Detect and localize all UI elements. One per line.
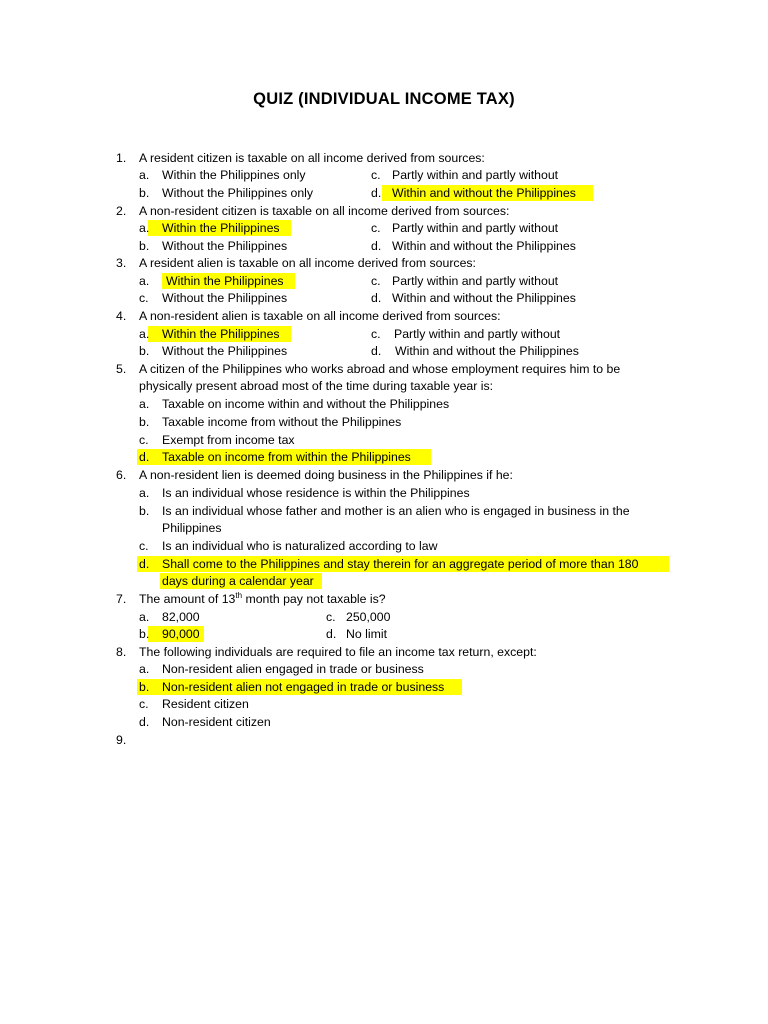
option-text: Philippines <box>162 521 222 535</box>
option-row <box>0 449 768 466</box>
option-letter: c. <box>139 697 149 711</box>
option-row <box>0 185 768 202</box>
option-row-continued <box>0 520 768 537</box>
option-text-correct: days during a calendar year <box>162 574 314 588</box>
option-text: Non-resident citizen <box>162 715 271 729</box>
option-letter: b. <box>139 186 150 200</box>
option-text: Is an individual whose father and mother is an alien who is engaged in business in the <box>162 504 630 518</box>
option-text: Is an individual who is naturalized according to law <box>162 539 438 553</box>
option-row <box>0 396 768 413</box>
option-text-correct: Within and without the Philippines <box>392 186 576 200</box>
question-9 <box>0 732 768 749</box>
option-letter: b. <box>139 415 150 429</box>
option-letter: b. <box>139 344 150 358</box>
option-letter: b. <box>139 504 150 518</box>
option-letter: d. <box>371 186 382 200</box>
option-row <box>0 343 768 360</box>
option-letter: d. <box>139 715 150 729</box>
option-letter: d. <box>371 239 382 253</box>
option-letter: d. <box>139 557 150 571</box>
question-7 <box>0 591 768 608</box>
question-5-continued <box>0 378 768 395</box>
option-row <box>0 626 768 643</box>
option-letter: c. <box>139 433 149 447</box>
option-row <box>0 414 768 431</box>
option-row <box>0 273 768 290</box>
option-row <box>0 538 768 555</box>
option-row <box>0 661 768 678</box>
page-title: QUIZ (INDIVIDUAL INCOME TAX) <box>253 90 515 108</box>
option-row <box>0 556 768 573</box>
option-row <box>0 679 768 696</box>
option-text: Partly within and partly without <box>392 274 559 288</box>
option-row <box>0 714 768 731</box>
option-text: No limit <box>346 627 387 641</box>
question-number: 6. <box>116 468 127 482</box>
option-text-correct: Within the Philippines <box>162 327 280 341</box>
question-1 <box>0 150 768 167</box>
option-text: Within and without the Philippines <box>392 291 576 305</box>
question-number: 8. <box>116 645 127 659</box>
option-letter: a. <box>139 610 150 624</box>
option-text: Partly within and partly without <box>392 168 559 182</box>
option-letter: a. <box>139 397 150 411</box>
option-text-correct: Within the Philippines <box>162 221 280 235</box>
option-letter: d. <box>326 627 337 641</box>
option-text: Is an individual whose residence is within the Philippines <box>162 486 470 500</box>
option-row <box>0 167 768 184</box>
option-letter: d. <box>371 291 382 305</box>
option-text-correct: 90,000 <box>162 627 200 641</box>
question-text: The amount of 13th month pay not taxable is? <box>139 590 386 606</box>
option-row <box>0 503 768 520</box>
option-text: Taxable income from without the Philippines <box>162 415 402 429</box>
option-letter: c. <box>371 168 381 182</box>
question-5 <box>0 361 768 378</box>
option-letter: a. <box>139 486 150 500</box>
question-text: A citizen of the Philippines who works abroad and whose employment requires him to be <box>139 362 621 376</box>
question-text: physically present abroad most of the time during taxable year is: <box>139 379 494 393</box>
question-6 <box>0 467 768 484</box>
option-text: Exempt from income tax <box>162 433 295 447</box>
question-text: The following individuals are required to file an income tax return, except: <box>139 645 537 659</box>
question-number: 7. <box>116 592 127 606</box>
option-text: Partly within and partly without <box>394 327 561 341</box>
option-text: 250,000 <box>346 610 391 624</box>
option-letter: d. <box>371 344 382 358</box>
option-letter: a. <box>139 221 150 235</box>
question-number: 5. <box>116 362 127 376</box>
option-letter: c. <box>139 539 149 553</box>
option-row-continued <box>0 573 768 590</box>
option-text: Within the Philippines only <box>162 168 306 182</box>
option-letter: c. <box>371 221 381 235</box>
option-text: Without the Philippines only <box>162 186 314 200</box>
question-text: A resident citizen is taxable on all income derived from sources: <box>139 151 485 165</box>
question-number: 9. <box>116 733 127 747</box>
option-row <box>0 609 768 626</box>
option-letter: c. <box>371 274 381 288</box>
option-letter: a. <box>139 327 150 341</box>
option-text: Within and without the Philippines <box>395 344 579 358</box>
option-text: 82,000 <box>162 610 200 624</box>
option-text: Non-resident alien engaged in trade or business <box>162 662 424 676</box>
question-4 <box>0 308 768 325</box>
option-row <box>0 432 768 449</box>
option-row <box>0 220 768 237</box>
option-row <box>0 696 768 713</box>
question-number: 1. <box>116 151 127 165</box>
question-number: 2. <box>116 204 127 218</box>
option-row <box>0 326 768 343</box>
option-text-correct: Shall come to the Philippines and stay therein for an aggregate period of more than 180 <box>162 557 639 571</box>
option-text-correct: Non-resident alien not engaged in trade or business <box>162 680 445 694</box>
question-number: 3. <box>116 256 127 270</box>
question-text: A non-resident citizen is taxable on all income derived from sources: <box>139 204 510 218</box>
option-letter: a. <box>139 168 150 182</box>
question-2 <box>0 203 768 220</box>
option-text: Resident citizen <box>162 697 249 711</box>
question-3 <box>0 255 768 272</box>
question-number: 4. <box>116 309 127 323</box>
option-text: Without the Philippines <box>162 291 288 305</box>
option-text: Within and without the Philippines <box>392 239 576 253</box>
option-letter: b. <box>139 680 150 694</box>
option-letter: c. <box>371 327 381 341</box>
option-text: Without the Philippines <box>162 344 288 358</box>
option-row <box>0 290 768 307</box>
question-8 <box>0 644 768 661</box>
option-letter: a. <box>139 662 150 676</box>
option-text-correct: Taxable on income from within the Philippines <box>162 450 411 464</box>
question-text: A non-resident lien is deemed doing business in the Philippines if he: <box>139 468 513 482</box>
option-row <box>0 238 768 255</box>
option-letter: b. <box>139 239 150 253</box>
option-letter: c. <box>139 291 149 305</box>
option-letter: a. <box>139 274 150 288</box>
option-text: Taxable on income within and without the Philippines <box>162 397 450 411</box>
option-row <box>0 485 768 502</box>
option-letter: c. <box>326 610 336 624</box>
question-text: A non-resident alien is taxable on all income derived from sources: <box>139 309 501 323</box>
option-letter: b. <box>139 627 150 641</box>
option-letter: d. <box>139 450 150 464</box>
option-text: Without the Philippines <box>162 239 288 253</box>
option-text: Partly within and partly without <box>392 221 559 235</box>
option-text-correct: Within the Philippines <box>166 274 284 288</box>
question-text: A resident alien is taxable on all income derived from sources: <box>139 256 476 270</box>
